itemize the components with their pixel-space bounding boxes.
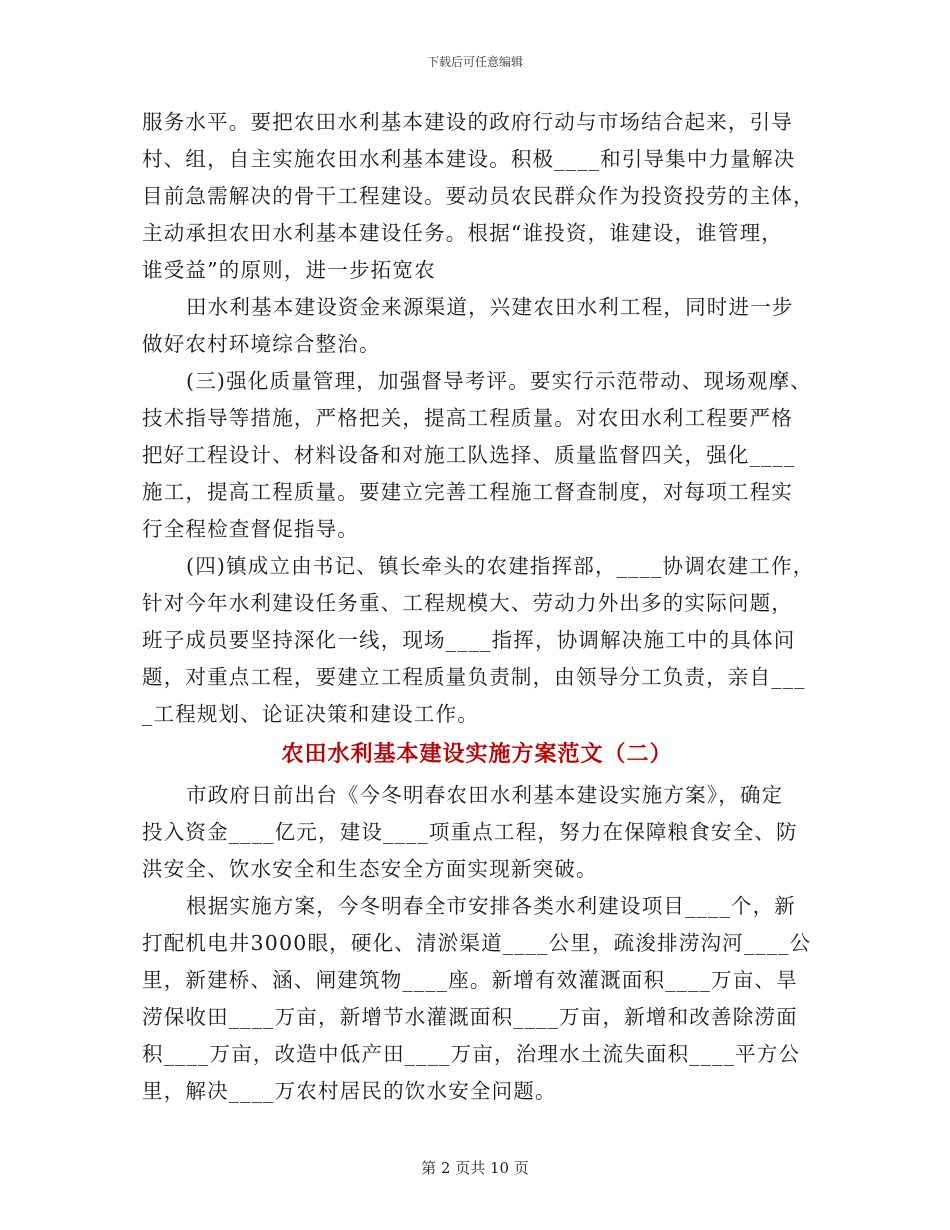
paragraph-line: _工程规划、论证决策和建设工作。 [142,702,479,726]
paragraph-line: 针对今年水利建设任务重、工程规模大、劳动力外出多的实际问题， [142,591,793,615]
paragraph-line: 主动承担农田水利基本建设任务。根据“谁投资，谁建设，谁管理， [142,221,783,245]
section-heading: 农田水利基本建设实施方案范文（二） [281,742,673,767]
paragraph-line: 村、组，自主实施农田水利基本建设。积极____和引导集中力量解决 [142,147,796,171]
document-body [142,104,815,1110]
paragraph-line: 市政府日前出台《今冬明春农田水利基本建设实施方案》，确定 [186,783,784,807]
paragraph-line: 班子成员要坚持深化一线，现场____指挥，协调解决施工中的具体问 [142,628,796,652]
paragraph-line: 题，对重点工程，要建立工程质量负责制，由领导分工负责，亲自___ [142,665,806,689]
paragraph-line: 目前急需解决的骨干工程建设。要动员农民群众作为投资投劳的主体， [142,184,815,208]
paragraph-line: (三)强化质量管理，加强督导考评。要实行示范带动、现场观摩、 [186,369,812,393]
paragraph-line: 根据实施方案，今冬明春全市安排各类水利建设项目____个，新 [186,894,796,918]
paragraph-line: 积____万亩，改造中低产田____万亩，治理水土流失面积____平方公 [142,1042,801,1066]
paragraph-line: 谁受益”的原则，进一步拓宽农 [142,258,436,282]
page-footer: 第 2 页共 10 页 [421,1159,529,1177]
paragraph-line: 把好工程设计、材料设备和对施工队选择、质量监督四关，强化____ [142,443,796,467]
paragraph-line: 涝保收田____万亩，新增节水灌溉面积____万亩，新增和改善除涝面 [142,1005,798,1029]
paragraph-line: 行全程检查督促指导。 [142,517,359,541]
paragraph-line: 里，新建桥、涵、闸建筑物____座。新增有效灌溉面积____万亩、旱 [142,968,798,992]
paragraph-line: 服务水平。要把农田水利基本建设的政府行动与市场结合起来，引导 [142,110,793,134]
paragraph-line: 投入资金____亿元，建设____项重点工程，努力在保障粮食安全、防 [142,820,798,844]
page-header: 下载后可任意编辑 [426,55,523,69]
paragraph-line: 洪安全、饮水安全和生态安全方面实现新突破。 [142,857,598,881]
paragraph-line: 打配机电井3000眼，硬化、清淤渠道____公里，疏浚排涝沟河____公 [142,931,812,955]
paragraph-line: 田水利基本建设资金来源渠道，兴建农田水利工程，同时进一步 [186,295,794,319]
paragraph-line: (四)镇成立由书记、镇长牵头的农建指挥部，____协调农建工作， [186,554,815,578]
paragraph-line: 施工，提高工程质量。要建立完善工程施工督查制度，对每项工程实 [142,480,793,504]
paragraph-line: 里，解决____万农村居民的饮水安全问题。 [142,1079,557,1103]
paragraph-line: 技术指导等措施，严格把关，提高工程质量。对农田水利工程要严格 [142,406,793,430]
paragraph-line: 做好农村环境综合整治。 [142,332,381,356]
